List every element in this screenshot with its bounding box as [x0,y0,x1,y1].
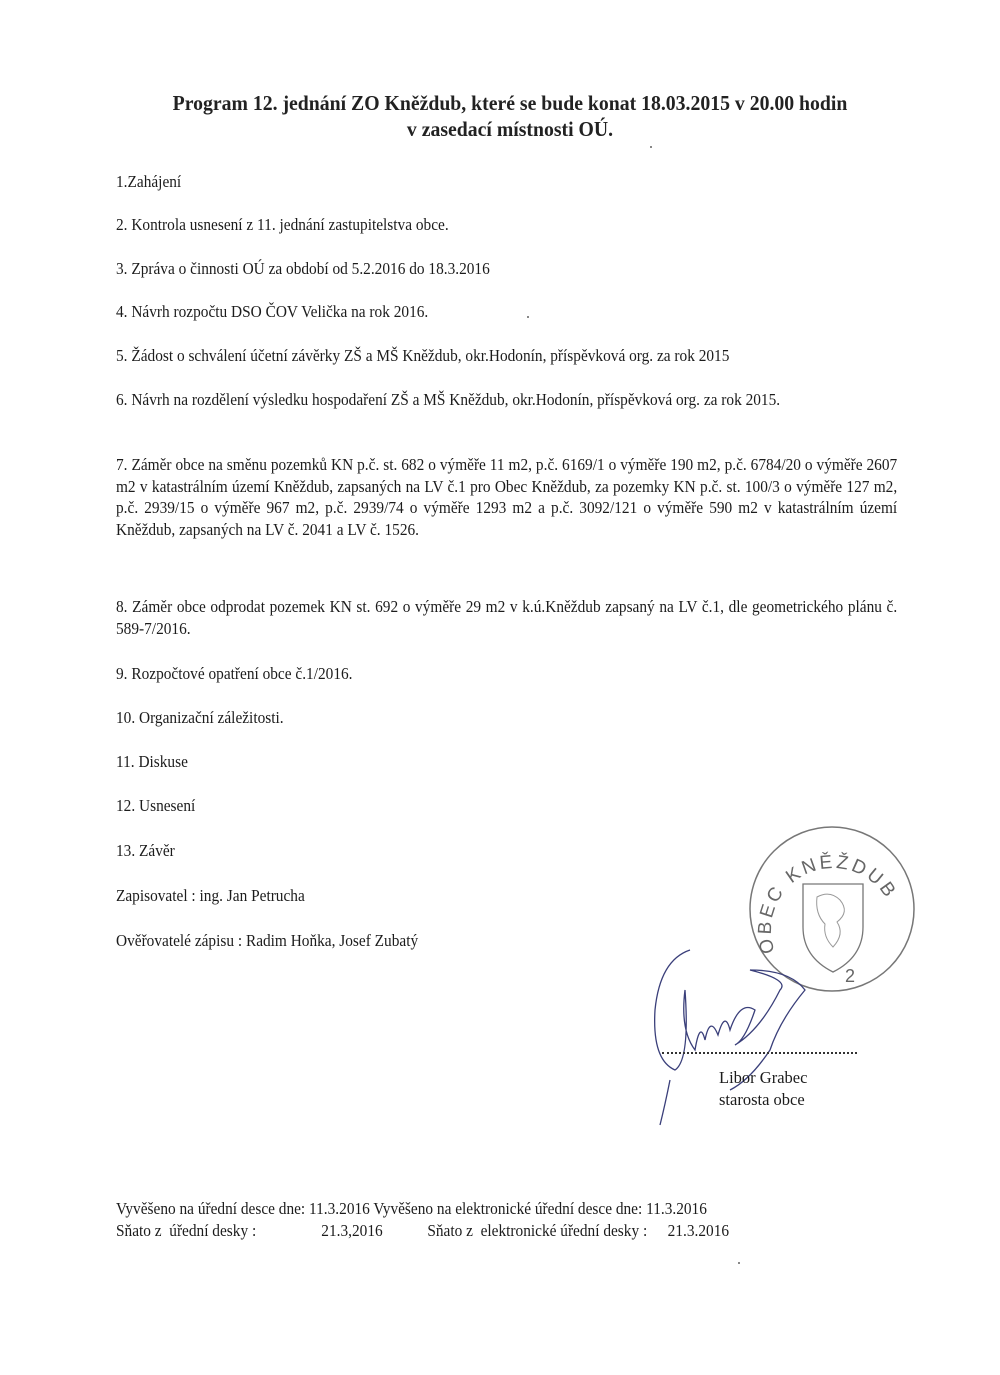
agenda-item-2: 2. Kontrola usnesení z 11. jednání zastupitelstva obce. [116,215,449,234]
signature-line [662,1052,857,1054]
removal-label: Sňato z úřední desky : [116,1221,257,1240]
agenda-item-4: 4. Návrh rozpočtu DSO ČOV Velička na rok 2016. [116,302,429,321]
agenda-item-7: 7. Záměr obce na směnu pozemků KN p.č. st. 682 o výměře 11 m2, p.č. 6169/1 o výměře 190 m2, p.č. 6784/20 o výměře 2607 m2 v katastrálním území Kněždub, zapsaných na LV č.1 pro Obec Kněždub, za pozemky KN p.č. st. 100/3 o výměře 127 m2, p.č. 2939/15 o výměře 967 m2, p.č. 2939/74 o výměře 1293 m2 a p.č. 3092/121 o výměře 590 m2 v katastrálním území Kněždub, zapsaných na LV č. 2041 a LV č. 1526. [116,455,898,539]
signatory-name: Libor Grabec [719,1068,808,1087]
agenda-item-10: 10. Organizační záležitosti. [116,708,284,727]
verifiers: Ověřovatelé zápisu : Radim Hoňka, Josef Zubatý [116,931,419,950]
agenda-item-12: 12. Usnesení [116,796,196,815]
scan-speck [650,146,652,148]
removal-notice [116,1221,729,1241]
document-title [125,90,896,142]
removal-date-electronic: 21.3.2016 [667,1221,730,1240]
scan-speck [527,316,529,318]
agenda-item-9: 9. Rozpočtové opatření obce č.1/2016. [116,664,353,683]
agenda-item-11: 11. Diskuse [116,752,188,771]
coat-of-arms-shield [803,884,863,972]
stamp-number: 2 [845,966,856,986]
lion-figure [817,894,845,947]
stamp-text: OBEC KNĚŽDUB [754,851,902,956]
agenda-item-5: 5. Žádost o schválení účetní závěrky ZŠ a MŠ Kněždub, okr.Hodonín, příspěvková org. za rok 2015 [116,346,730,365]
agenda-item-3: 3. Zpráva o činnosti OÚ za období od 5.2.2016 do 18.3.2016 [116,259,490,278]
signatory-role: starosta obce [719,1090,805,1109]
scan-speck [738,1262,740,1264]
posting-notice: Vyvěšeno na úřední desce dne: 11.3.2016 Vyvěšeno na elektronické úřední desce dne: 11.3.2016 [116,1199,707,1218]
removal-label-electronic: Sňato z elektronické úřední desky : [427,1221,648,1240]
title-line-1: Program 12. jednání ZO Kněždub, které se bude konat 18.03.2015 v 20.00 hodin [172,91,848,115]
agenda-item-6: 6. Návrh na rozdělení výsledku hospodaření ZŠ a MŠ Kněždub, okr.Hodonín, příspěvková org. za rok 2015. [116,390,781,409]
agenda-item-13: 13. Závěr [116,841,175,860]
recorder: Zapisovatel : ing. Jan Petrucha [116,886,305,905]
title-line-2: v zasedací místnosti OÚ. [406,117,614,141]
agenda-item-1: 1.Zahájení [116,172,182,191]
agenda-item-8: 8. Záměr obce odprodat pozemek KN st. 692 o výměře 29 m2 v k.ú.Kněždub zapsaný na LV č.1, dle geometrického plánu č. 589-7/2016. [116,597,898,638]
removal-date: 21.3,2016 [321,1221,383,1240]
